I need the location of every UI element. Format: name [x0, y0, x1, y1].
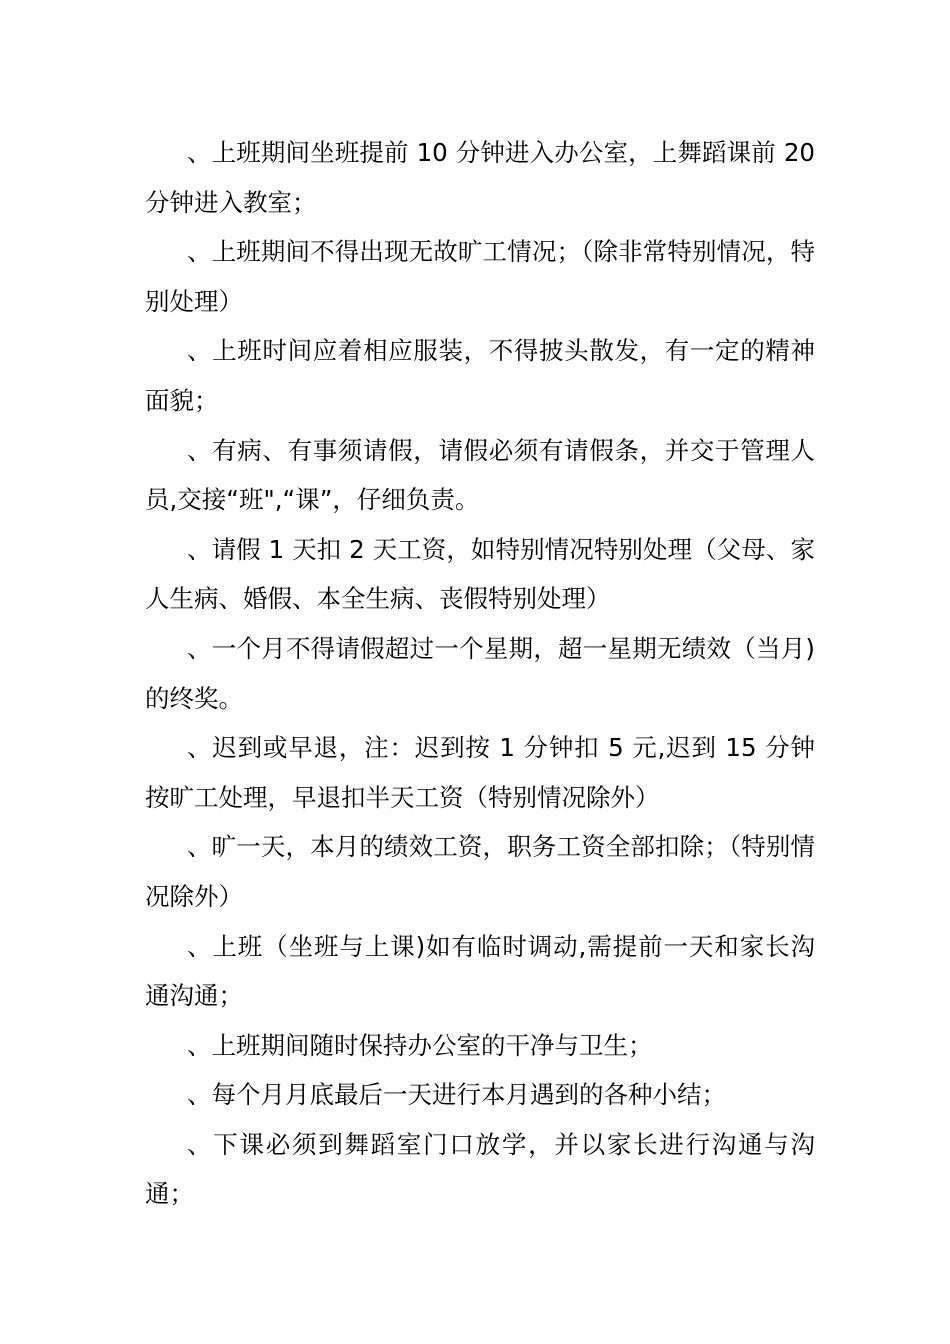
rule-paragraph-12: 、下课必须到舞蹈室门口放学，并以家长进行沟通与沟通；: [145, 1129, 815, 1209]
rule-paragraph-9: 、上班（坐班与上课)如有临时调动,需提前一天和家长沟通沟通；: [145, 931, 815, 1011]
rule-paragraph-7: 、迟到或早退，注：迟到按 1 分钟扣 5 元,迟到 15 分钟按旷工处理，早退扣半天工资（特别情况除外）: [145, 733, 815, 812]
rule-paragraph-3: 、上班时间应着相应服装，不得披头散发，有一定的精神面貌；: [145, 336, 815, 415]
rule-paragraph-11: 、每个月月底最后一天进行本月遇到的各种小结；: [187, 1080, 726, 1110]
rule-paragraph-4: 、有病、有事须请假，请假必须有请假条，并交于管理人员,交接“班",“课”，仔细负责。: [145, 435, 815, 515]
rule-paragraph-10: 、上班期间随时保持办公室的干净与卫生；: [187, 1030, 653, 1060]
rule-paragraph-1: 、上班期间坐班提前 10 分钟进入办公室，上舞蹈课前 20 分钟进入教室；: [145, 138, 815, 217]
rule-paragraph-6: 、一个月不得请假超过一个星期，超一星期无绩效（当月)的终奖。: [145, 633, 815, 713]
document-body: [145, 128, 815, 1219]
rule-paragraph-5: 、请假 1 天扣 2 天工资，如特别情况特别处理（父母、家人生病、婚假、本全生病、丧假特别处理）: [145, 534, 815, 614]
rule-paragraph-2: 、上班期间不得出现无故旷工情况；（除非常特别情况，特别处理）: [145, 237, 815, 316]
rule-paragraph-8: 、旷一天，本月的绩效工资，职务工资全部扣除；（特别情况除外）: [145, 832, 815, 911]
